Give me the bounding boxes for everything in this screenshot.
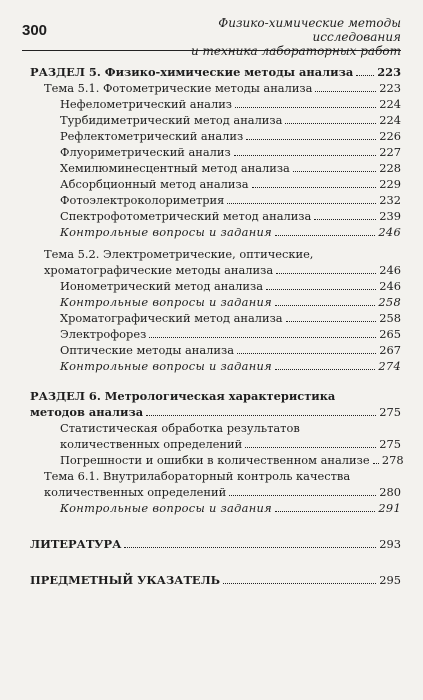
dot-leader [314, 219, 376, 220]
dot-leader [146, 415, 376, 416]
toc-page: 275 [379, 437, 401, 451]
page-header [0, 0, 423, 58]
toc-item-review-questions[interactable]: Контрольные вопросы и задания 258 [60, 295, 401, 309]
toc-item[interactable]: Хроматографический метод анализа 258 [60, 311, 401, 325]
dot-leader [373, 463, 379, 464]
dot-leader [237, 353, 376, 354]
dot-leader [315, 91, 376, 92]
table-of-contents [30, 64, 404, 588]
toc-page: 229 [379, 177, 401, 191]
toc-page: 228 [379, 161, 401, 175]
toc-page: 258 [379, 311, 401, 325]
toc-page: 224 [379, 97, 401, 111]
toc-item[interactable]: Оптические методы анализа 267 [60, 343, 401, 357]
toc-item[interactable]: Погрешности и ошибки в количественном анализе 278 [60, 453, 404, 467]
toc-page: 278 [381, 453, 404, 467]
toc-page: 226 [379, 129, 401, 143]
dot-leader [235, 107, 376, 108]
toc-page: 246 [378, 225, 401, 239]
toc-topic-5-1[interactable]: Тема 5.1. Фотометрические методы анализа 223 [44, 81, 401, 95]
toc-page: 223 [377, 65, 401, 79]
running-title-line-2: и техника лабораторных работ [190, 44, 401, 58]
running-title-line-1: Физико-химические методы исследования [218, 16, 401, 44]
toc-literature[interactable]: ЛИТЕРАТУРА 293 [30, 537, 401, 551]
toc-item[interactable]: Флуориметрический анализ 227 [60, 145, 401, 159]
toc-page: 275 [379, 405, 401, 419]
running-title [163, 16, 401, 58]
toc-topic-5-2[interactable]: Тема 5.2. Электрометрические, оптические, хроматографические методы анализа 246 [44, 247, 401, 277]
toc-page: 293 [379, 537, 401, 551]
dot-leader [246, 139, 376, 140]
dot-leader [234, 155, 376, 156]
dot-leader [293, 171, 376, 172]
toc-item[interactable]: Статистическая обработка результатов количественных определений 275 [60, 421, 401, 451]
toc-page: 232 [379, 193, 401, 207]
toc-page: 267 [379, 343, 401, 357]
dot-leader [229, 495, 376, 496]
toc-page: 246 [379, 263, 401, 277]
toc-item[interactable]: Хемилюминесцентный метод анализа 228 [60, 161, 401, 175]
dot-leader [275, 511, 375, 512]
dot-leader [149, 337, 376, 338]
dot-leader [276, 273, 376, 274]
toc-topic-6-1[interactable]: Тема 6.1. Внутрилабораторный контроль качества количественных определений 280 [44, 469, 401, 499]
dot-leader [275, 235, 375, 236]
dot-leader [252, 187, 376, 188]
dot-leader [223, 583, 376, 584]
toc-page: 265 [379, 327, 401, 341]
toc-item[interactable]: Ионометрический метод анализа 246 [60, 279, 401, 293]
toc-item-review-questions[interactable]: Контрольные вопросы и задания 246 [60, 225, 401, 239]
toc-item[interactable]: Рефлектометрический анализ 226 [60, 129, 401, 143]
toc-section-6[interactable]: РАЗДЕЛ 6. Метрологическая характеристика методов анализа 275 [30, 389, 401, 419]
toc-page: 295 [379, 573, 401, 587]
toc-page: 280 [379, 485, 401, 499]
toc-item-review-questions[interactable]: Контрольные вопросы и задания 274 [60, 359, 401, 373]
toc-page: 227 [379, 145, 401, 159]
toc-page: 223 [379, 81, 401, 95]
toc-item[interactable]: Электрофорез 265 [60, 327, 401, 341]
toc-item-review-questions[interactable]: Контрольные вопросы и задания 291 [60, 501, 401, 515]
dot-leader [275, 305, 375, 306]
toc-item[interactable]: Спектрофотометрический метод анализа 239 [60, 209, 401, 223]
dot-leader [227, 203, 376, 204]
toc-item[interactable]: Турбидиметрический метод анализа 224 [60, 113, 401, 127]
dot-leader [245, 447, 376, 448]
toc-item[interactable]: Фотоэлектроколориметрия 232 [60, 193, 401, 207]
toc-page: 291 [378, 501, 401, 515]
dot-leader [124, 547, 376, 548]
toc-page: 224 [379, 113, 401, 127]
dot-leader [286, 321, 376, 322]
toc-page: 258 [378, 295, 401, 309]
toc-section-5[interactable]: РАЗДЕЛ 5. Физико-химические методы анализа 223 [30, 65, 401, 79]
dot-leader [275, 369, 375, 370]
toc-subject-index[interactable]: ПРЕДМЕТНЫЙ УКАЗАТЕЛЬ 295 [30, 573, 401, 587]
toc-page: 274 [378, 359, 401, 373]
page-number: 300 [22, 22, 48, 39]
toc-item[interactable]: Абсорбционный метод анализа 229 [60, 177, 401, 191]
toc-page: 239 [379, 209, 401, 223]
toc-page: 246 [379, 279, 401, 293]
dot-leader [356, 75, 374, 76]
header-rule [22, 50, 401, 51]
toc-item[interactable]: Нефелометрический анализ 224 [60, 97, 401, 111]
dot-leader [285, 123, 376, 124]
dot-leader [266, 289, 376, 290]
